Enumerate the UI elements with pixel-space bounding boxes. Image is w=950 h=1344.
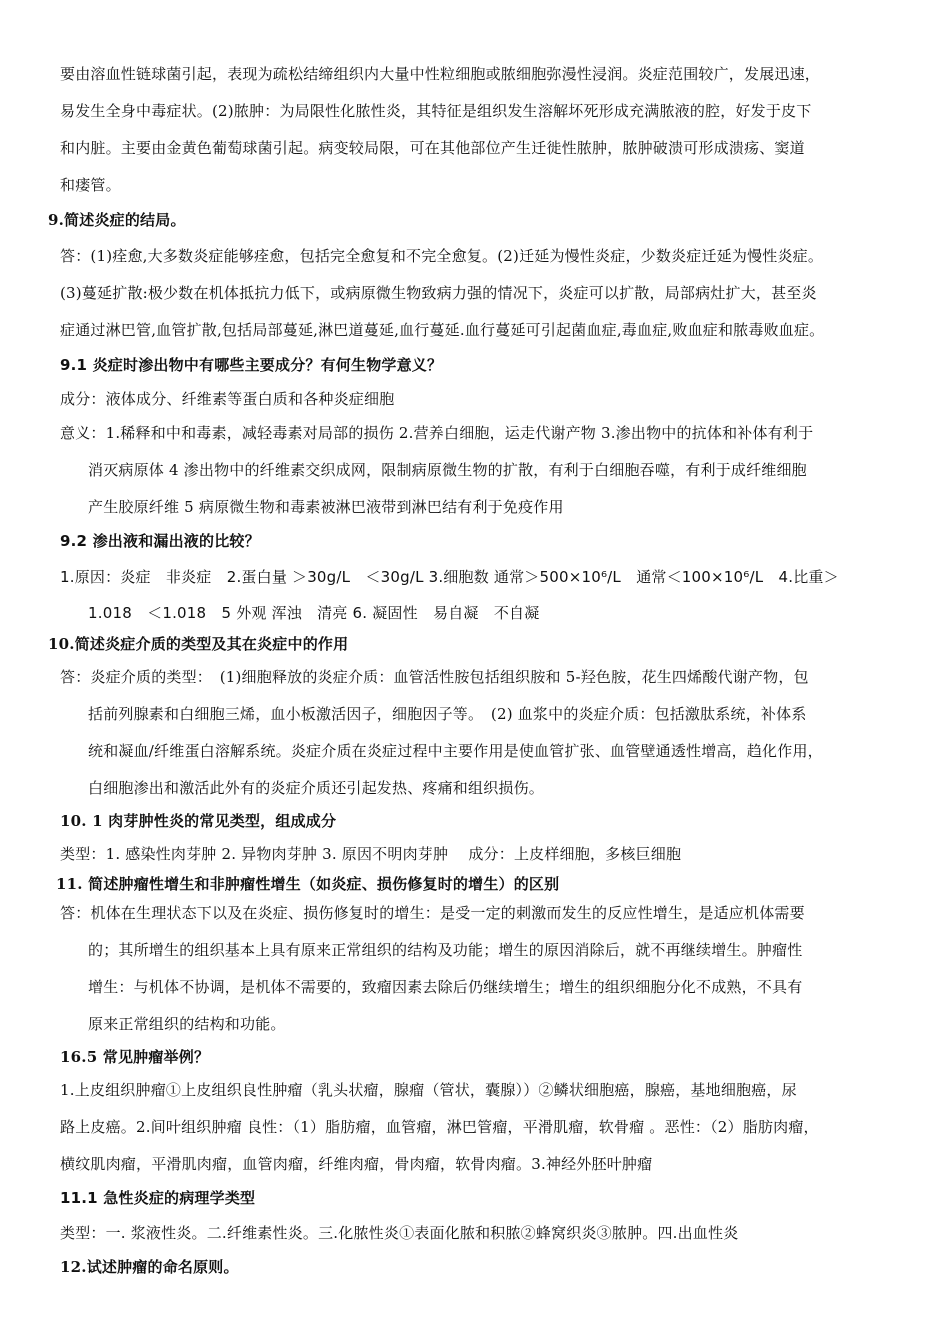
text-line: 统和凝血/纤维蛋白溶解系统。炎症介质在炎症过程中主要作用是使血管扩张、血管壁通透性增高，趋化作用， — [88, 742, 823, 760]
text-line: 类型：一. 浆液性炎。二.纤维素性炎。三.化脓性炎①表面化脓和积脓②蜂窝织炎③脓肿。四.出血性炎 — [60, 1224, 739, 1242]
text-line: 类型：1. 感染性肉芽肿 2. 异物肉芽肿 3. 原因不明肉芽肿 成分：上皮样细胞，多核巨细胞 — [60, 845, 682, 863]
text-line: 横纹肌肉瘤，平滑肌肉瘤，血管肉瘤，纤维肉瘤，骨肉瘤，软骨肉瘤。3.神经外胚叶肿瘤 — [60, 1155, 653, 1173]
text-line: 易发生全身中毒症状。(2)脓肿：为局限性化脓性炎，其特征是组织发生溶解坏死形成充满脓液的腔，好发于皮下 — [60, 102, 812, 120]
text-line: 原来正常组织的结构和功能。 — [88, 1015, 286, 1033]
section-heading: 12.试述肿瘤的命名原则。 — [60, 1258, 239, 1276]
section-heading: 16.5 常见肿瘤举例？ — [60, 1048, 210, 1066]
text-line: 要由溶血性链球菌引起，表现为疏松结缔组织内大量中性粒细胞或脓细胞弥漫性浸润。炎症范围较广，发展迅速， — [60, 65, 821, 83]
text-line: 的；其所增生的组织基本上具有原来正常组织的结构及功能；增生的原因消除后，就不再继续增生。肿瘤性 — [88, 941, 803, 959]
text-line: 意义：1.稀释和中和毒素，减轻毒素对局部的损伤 2.营养白细胞，运走代谢产物 3.渗出物中的抗体和补体有利于 — [60, 424, 814, 442]
section-heading: 10.简述炎症介质的类型及其在炎症中的作用 — [48, 635, 349, 653]
section-heading: 9.简述炎症的结局。 — [48, 211, 186, 229]
text-line: 白细胞渗出和激活此外有的炎症介质还引起发热、疼痛和组织损伤。 — [88, 779, 545, 797]
text-line: 症通过淋巴管,血管扩散,包括局部蔓延,淋巴道蔓延,血行蔓延.血行蔓延可引起菌血症,毒血症,败血症和脓毒败血症。 — [60, 321, 825, 339]
text-line: 括前列腺素和白细胞三烯，血小板激活因子，细胞因子等。 (2) 血浆中的炎症介质：包括激肽系统，补体系 — [88, 705, 807, 723]
section-heading: 11.1 急性炎症的病理学类型 — [60, 1189, 256, 1207]
text-line: 答：机体在生理状态下以及在炎症、损伤修复时的增生：是受一定的刺激而发生的反应性增生，是适应机体需要 — [60, 904, 805, 922]
text-line: 答：(1)痊愈,大多数炎症能够痊愈，包括完全愈复和不完全愈复。(2)迁延为慢性炎症，少数炎症迁延为慢性炎症。 — [60, 247, 824, 265]
text-line: 消灭病原体 4 渗出物中的纤维素交织成网，限制病原微生物的扩散，有利于白细胞吞噬，有利于成纤维细胞 — [88, 461, 807, 479]
text-line: 路上皮癌。2.间叶组织肿瘤 良性：（1）脂肪瘤，血管瘤，淋巴管瘤，平滑肌瘤，软骨瘤 。恶性：（2）脂肪肉瘤， — [60, 1118, 819, 1136]
section-heading: 9.2 渗出液和漏出液的比较？ — [60, 532, 260, 550]
text-line: 产生胶原纤维 5 病原微生物和毒素被淋巴液带到淋巴结有利于免疫作用 — [88, 498, 564, 516]
text-line: 和内脏。主要由金黄色葡萄球菌引起。病变较局限，可在其他部位产生迁徙性脓肿，脓肿破溃可形成溃疡、窦道 — [60, 139, 805, 157]
section-heading: 9.1 炎症时渗出物中有哪些主要成分？有何生物学意义？ — [60, 356, 443, 374]
text-line: 1.018 ＜1.018 5 外观 浑浊 清亮 6. 凝固性 易自凝 不自凝 — [88, 604, 540, 622]
section-heading: 11. 简述肿瘤性增生和非肿瘤性增生（如炎症、损伤修复时的增生）的区别 — [56, 875, 560, 893]
text-line: 1.原因：炎症 非炎症 2.蛋白量 ＞30g/L ＜30g/L 3.细胞数 通常＞500×10⁶/L 通常＜100×10⁶/L 4.比重＞ — [60, 568, 839, 586]
text-line: 和瘘管。 — [60, 176, 121, 194]
text-line: 成分：液体成分、纤维素等蛋白质和各种炎症细胞 — [60, 390, 395, 408]
text-line: 1.上皮组织肿瘤①上皮组织良性肿瘤（乳头状瘤，腺瘤（管状，囊腺））②鳞状细胞癌，腺癌，基地细胞癌，尿 — [60, 1081, 797, 1099]
text-line: 答：炎症介质的类型： (1)细胞释放的炎症介质：血管活性胺包括组织胺和 5-羟色胺，花生四烯酸代谢产物，包 — [60, 668, 809, 686]
section-heading: 10. 1 肉芽肿性炎的常见类型，组成成分 — [60, 812, 337, 830]
text-line: (3)蔓延扩散:极少数在机体抵抗力低下，或病原微生物致病力强的情况下，炎症可以扩散，局部病灶扩大，甚至炎 — [60, 284, 817, 302]
text-line: 增生：与机体不协调，是机体不需要的，致瘤因素去除后仍继续增生；增生的组织细胞分化不成熟，不具有 — [88, 978, 803, 996]
